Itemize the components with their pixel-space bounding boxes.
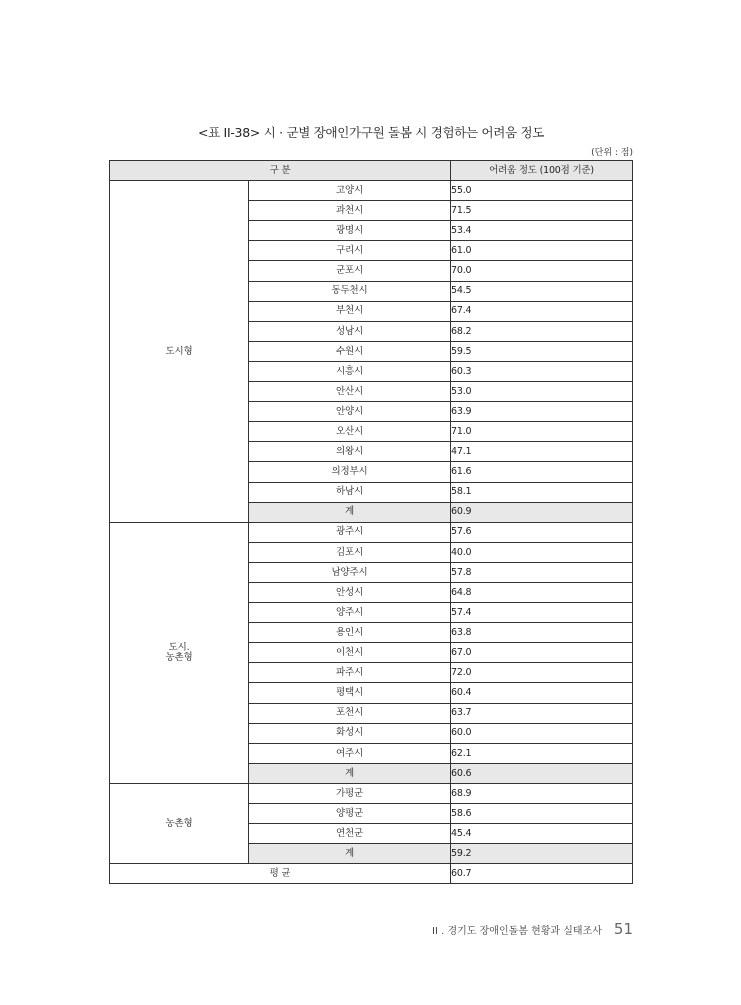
difficulty-value: 70.0 [451,261,633,281]
city-name: 남양주시 [249,562,451,582]
difficulty-value: 58.1 [451,482,633,502]
city-name: 안성시 [249,582,451,602]
difficulty-value: 63.8 [451,623,633,643]
city-name: 시흥시 [249,361,451,381]
footer-section: II . 경기도 장애인돌봄 현황과 실태조사 [432,926,602,937]
group-label: 도시형 [110,181,249,523]
table-row [110,181,633,201]
header-row [110,161,633,181]
city-name: 의왕시 [249,442,451,462]
difficulty-value: 68.2 [451,321,633,341]
difficulty-value: 63.9 [451,402,633,422]
unit-label: (단위 : 점) [591,148,633,158]
group-label: 농촌형 [110,783,249,863]
city-name: 파주시 [249,663,451,683]
city-name: 과천시 [249,201,451,221]
city-name: 용인시 [249,623,451,643]
difficulty-value: 60.4 [451,683,633,703]
city-name: 여주시 [249,743,451,763]
difficulty-value: 53.4 [451,221,633,241]
city-name: 광명시 [249,221,451,241]
difficulty-value: 60.0 [451,723,633,743]
difficulty-value: 60.3 [451,361,633,381]
difficulty-value: 63.7 [451,703,633,723]
city-name: 수원시 [249,341,451,361]
city-name: 화성시 [249,723,451,743]
difficulty-value: 61.0 [451,241,633,261]
average-label: 평 균 [110,864,451,884]
city-name: 의정부시 [249,462,451,482]
city-name: 군포시 [249,261,451,281]
subtotal-value: 60.9 [451,502,633,522]
difficulty-value: 45.4 [451,824,633,844]
difficulty-value: 55.0 [451,181,633,201]
city-name: 양주시 [249,603,451,623]
city-name: 가평군 [249,783,451,803]
city-name: 이천시 [249,643,451,663]
group-label: 도시. 농촌형 [110,522,249,783]
city-name: 고양시 [249,181,451,201]
difficulty-value: 71.0 [451,422,633,442]
difficulty-value: 58.6 [451,804,633,824]
subtotal-label: 계 [249,763,451,783]
average-row [110,864,633,884]
table-row [110,522,633,542]
difficulty-value: 57.4 [451,603,633,623]
city-name: 부천시 [249,301,451,321]
difficulty-value: 61.6 [451,462,633,482]
city-name: 성남시 [249,321,451,341]
subtotal-label: 계 [249,844,451,864]
difficulty-value: 62.1 [451,743,633,763]
city-name: 안산시 [249,382,451,402]
difficulty-value: 57.6 [451,522,633,542]
header-value: 어려움 정도 (100점 기준) [451,161,633,181]
table-body [110,181,633,864]
city-name: 김포시 [249,542,451,562]
city-name: 양평군 [249,804,451,824]
difficulty-value: 68.9 [451,783,633,803]
difficulty-value: 64.8 [451,582,633,602]
header-category: 구 분 [110,161,451,181]
subtotal-value: 60.6 [451,763,633,783]
difficulty-value: 59.5 [451,341,633,361]
difficulty-value: 67.0 [451,643,633,663]
city-name: 안양시 [249,402,451,422]
city-name: 연천군 [249,824,451,844]
difficulty-value: 53.0 [451,382,633,402]
difficulty-value: 54.5 [451,281,633,301]
city-name: 평택시 [249,683,451,703]
difficulty-value: 67.4 [451,301,633,321]
city-name: 구리시 [249,241,451,261]
city-name: 포천시 [249,703,451,723]
city-name: 오산시 [249,422,451,442]
difficulty-value: 57.8 [451,562,633,582]
average-value: 60.7 [451,864,633,884]
difficulty-value: 71.5 [451,201,633,221]
difficulty-value: 40.0 [451,542,633,562]
city-name: 하남시 [249,482,451,502]
city-name: 동두천시 [249,281,451,301]
subtotal-label: 계 [249,502,451,522]
page-number: 51 [613,920,633,938]
page-footer [432,920,633,938]
difficulty-table [109,160,633,884]
difficulty-value: 47.1 [451,442,633,462]
table-title: <표 II-38> 시 · 군별 장애인가구원 돌봄 시 경험하는 어려움 정도 [197,125,545,140]
subtotal-value: 59.2 [451,844,633,864]
difficulty-value: 72.0 [451,663,633,683]
table-row [110,783,633,803]
city-name: 광주시 [249,522,451,542]
